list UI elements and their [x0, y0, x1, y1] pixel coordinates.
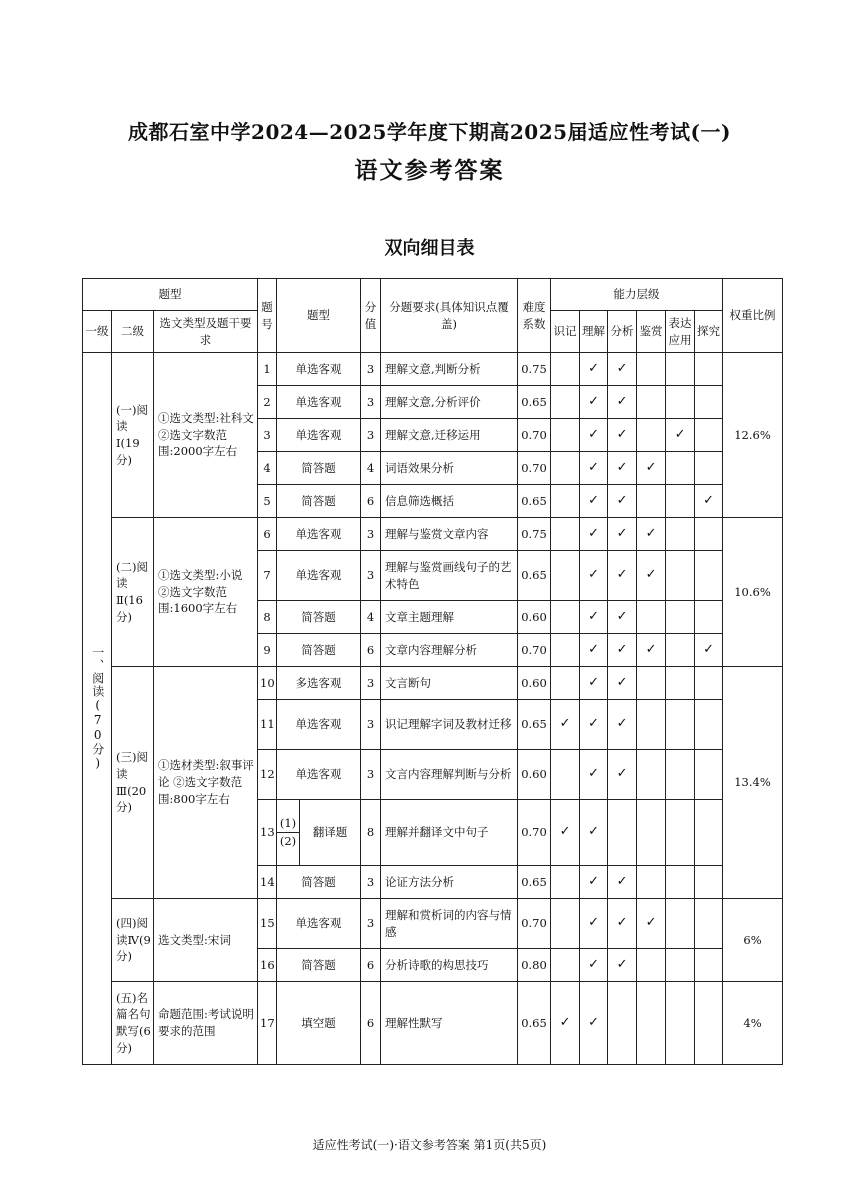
ability-check-cell: ✓ [608, 485, 637, 518]
ability-check-cell: ✓ [580, 899, 608, 949]
question-requirement: 文章主题理解 [381, 601, 518, 634]
question-number: 9 [258, 634, 277, 667]
question-difficulty: 0.80 [518, 949, 551, 982]
question-number: 7 [258, 551, 277, 601]
question-requirement: 分析诗歌的构思技巧 [381, 949, 518, 982]
ability-check-cell [637, 386, 666, 419]
ability-check-cell: ✓ [637, 899, 666, 949]
weight-cell: 13.4% [723, 667, 783, 899]
sub-question-label: (1) [277, 815, 299, 833]
ability-check-cell: ✓ [580, 949, 608, 982]
header-level2: 二级 [112, 311, 154, 353]
ability-check-cell [666, 485, 695, 518]
question-type: 单选客观 [277, 700, 361, 750]
question-requirement: 理解和赏析词的内容与情感 [381, 899, 518, 949]
question-type: 单选客观 [277, 899, 361, 949]
question-difficulty: 0.75 [518, 518, 551, 551]
question-score: 3 [361, 750, 381, 800]
question-difficulty: 0.75 [518, 353, 551, 386]
ability-check-cell: ✓ [580, 667, 608, 700]
ability-check-cell: ✓ [580, 353, 608, 386]
question-requirement: 理解文意,判断分析 [381, 353, 518, 386]
ability-check-cell [551, 667, 580, 700]
question-number: 6 [258, 518, 277, 551]
level2-cell: (三)阅读Ⅲ(20分) [112, 667, 154, 899]
ability-check-cell: ✓ [608, 949, 637, 982]
ability-check-cell [637, 750, 666, 800]
ability-check-cell: ✓ [608, 750, 637, 800]
question-type: 简答题 [277, 601, 361, 634]
question-type: 简答题 [277, 634, 361, 667]
ability-check-cell [551, 386, 580, 419]
ability-check-cell: ✓ [580, 551, 608, 601]
question-requirement: 识记理解字词及教材迁移 [381, 700, 518, 750]
weight-cell: 10.6% [723, 518, 783, 667]
level1-cell: 一、阅读(70分) [83, 353, 112, 1065]
question-type: 多选客观 [277, 667, 361, 700]
ability-check-cell [666, 982, 695, 1065]
ability-check-cell: ✓ [580, 386, 608, 419]
ability-check-cell [695, 667, 723, 700]
question-difficulty: 0.60 [518, 601, 551, 634]
header-requirement: 分题要求(具体知识点覆盖) [381, 279, 518, 353]
ability-check-cell [637, 353, 666, 386]
question-difficulty: 0.70 [518, 800, 551, 866]
header-ab-explore: 探究 [695, 311, 723, 353]
ability-check-cell [666, 899, 695, 949]
table-row [83, 899, 783, 949]
ability-check-cell [637, 667, 666, 700]
ability-check-cell: ✓ [580, 800, 608, 866]
level2-cell: (一)阅读Ⅰ(19分) [112, 353, 154, 518]
question-score: 4 [361, 601, 381, 634]
ability-check-cell [637, 800, 666, 866]
question-type: 单选客观 [277, 518, 361, 551]
question-type: 单选客观 [277, 750, 361, 800]
ability-check-cell [666, 667, 695, 700]
question-difficulty: 0.65 [518, 386, 551, 419]
question-type: 翻译题 [300, 800, 361, 866]
question-difficulty: 0.65 [518, 485, 551, 518]
ability-check-cell [695, 419, 723, 452]
question-number: 11 [258, 700, 277, 750]
question-requirement: 文言内容理解判断与分析 [381, 750, 518, 800]
question-score: 6 [361, 949, 381, 982]
section-title: 双向细目表 [384, 238, 475, 259]
level2-cell: (四)阅读Ⅳ(9分) [112, 899, 154, 982]
header-question-type: 题型 [83, 279, 258, 311]
ability-check-cell [695, 518, 723, 551]
header-text-requirement: 选文类型及题干要求 [154, 311, 258, 353]
ability-check-cell [637, 949, 666, 982]
header-level1: 一级 [83, 311, 112, 353]
ability-check-cell: ✓ [637, 518, 666, 551]
ability-check-cell [695, 353, 723, 386]
ability-check-cell [666, 353, 695, 386]
ability-check-cell: ✓ [580, 518, 608, 551]
ability-check-cell [695, 452, 723, 485]
level2-cell: (二)阅读Ⅱ(16分) [112, 518, 154, 667]
question-score: 3 [361, 667, 381, 700]
ability-check-cell [551, 601, 580, 634]
question-difficulty: 0.65 [518, 866, 551, 899]
ability-check-cell [551, 353, 580, 386]
question-number: 16 [258, 949, 277, 982]
ability-check-cell [637, 700, 666, 750]
question-requirement: 理解文意,分析评价 [381, 386, 518, 419]
question-score: 3 [361, 899, 381, 949]
ability-check-cell [551, 452, 580, 485]
header-ab-appreciate: 鉴赏 [637, 311, 666, 353]
question-number: 17 [258, 982, 277, 1065]
ability-check-cell: ✓ [608, 452, 637, 485]
ability-check-cell: ✓ [608, 667, 637, 700]
question-requirement: 理解与鉴赏文章内容 [381, 518, 518, 551]
question-difficulty: 0.70 [518, 899, 551, 949]
ability-check-cell [551, 518, 580, 551]
question-score: 6 [361, 982, 381, 1065]
exam-title: 成都石室中学2024—2025学年度下期高2025届适应性考试(一) [128, 120, 731, 144]
ability-check-cell [666, 700, 695, 750]
ability-check-cell: ✓ [637, 634, 666, 667]
spec-table [82, 278, 783, 1065]
ability-check-cell [695, 982, 723, 1065]
ability-check-cell [666, 386, 695, 419]
ability-check-cell [666, 750, 695, 800]
text-requirement-cell: 选文类型:宋词 [154, 899, 258, 982]
sub-question-cell [277, 800, 300, 866]
ability-check-cell: ✓ [551, 800, 580, 866]
question-score: 3 [361, 866, 381, 899]
text-requirement-cell: ①选材类型:叙事评论 ②选文字数范围:800字左右 [154, 667, 258, 899]
ability-check-cell: ✓ [580, 634, 608, 667]
ability-check-cell: ✓ [580, 750, 608, 800]
ability-check-cell [608, 982, 637, 1065]
ability-check-cell [666, 601, 695, 634]
question-type: 简答题 [277, 452, 361, 485]
question-requirement: 论证方法分析 [381, 866, 518, 899]
question-requirement: 文言断句 [381, 667, 518, 700]
text-requirement-cell: 命题范围:考试说明要求的范围 [154, 982, 258, 1065]
header-ab-memory: 识记 [551, 311, 580, 353]
ability-check-cell: ✓ [551, 700, 580, 750]
ability-check-cell: ✓ [580, 982, 608, 1065]
question-difficulty: 0.65 [518, 700, 551, 750]
question-number: 4 [258, 452, 277, 485]
ability-check-cell: ✓ [580, 700, 608, 750]
ability-check-cell: ✓ [580, 866, 608, 899]
question-difficulty: 0.60 [518, 750, 551, 800]
ability-check-cell [695, 551, 723, 601]
question-score: 8 [361, 800, 381, 866]
ability-check-cell [666, 452, 695, 485]
question-type: 单选客观 [277, 551, 361, 601]
ability-check-cell: ✓ [608, 899, 637, 949]
ability-check-cell: ✓ [580, 601, 608, 634]
header-ab-understand: 理解 [580, 311, 608, 353]
question-type: 简答题 [277, 949, 361, 982]
ability-check-cell [551, 485, 580, 518]
ability-check-cell [551, 551, 580, 601]
question-number: 3 [258, 419, 277, 452]
question-difficulty: 0.65 [518, 551, 551, 601]
question-score: 3 [361, 419, 381, 452]
level2-cell: (五)名篇名句默写(6分) [112, 982, 154, 1065]
ability-check-cell [695, 750, 723, 800]
ability-check-cell: ✓ [608, 601, 637, 634]
question-type: 单选客观 [277, 419, 361, 452]
ability-check-cell: ✓ [608, 634, 637, 667]
header-difficulty: 难度系数 [518, 279, 551, 353]
question-type: 简答题 [277, 866, 361, 899]
question-score: 3 [361, 386, 381, 419]
ability-check-cell [608, 800, 637, 866]
table-row [83, 982, 783, 1065]
table-row [83, 353, 783, 386]
text-requirement-cell: ①选文类型:小说 ②选文字数范围:1600字左右 [154, 518, 258, 667]
ability-check-cell [637, 866, 666, 899]
ability-check-cell [666, 551, 695, 601]
ability-check-cell [695, 866, 723, 899]
question-number: 14 [258, 866, 277, 899]
header-ab-express: 表达应用 [666, 311, 695, 353]
ability-check-cell [695, 386, 723, 419]
ability-check-cell [551, 899, 580, 949]
header-type: 题型 [277, 279, 361, 353]
ability-check-cell: ✓ [608, 419, 637, 452]
ability-check-cell [551, 419, 580, 452]
question-requirement: 理解性默写 [381, 982, 518, 1065]
question-number: 1 [258, 353, 277, 386]
question-requirement: 文章内容理解分析 [381, 634, 518, 667]
ability-check-cell [695, 949, 723, 982]
question-score: 3 [361, 353, 381, 386]
question-difficulty: 0.70 [518, 452, 551, 485]
question-number: 15 [258, 899, 277, 949]
question-type: 单选客观 [277, 353, 361, 386]
ability-check-cell: ✓ [608, 353, 637, 386]
ability-check-cell [637, 485, 666, 518]
question-score: 6 [361, 634, 381, 667]
question-requirement: 信息筛选概括 [381, 485, 518, 518]
question-score: 3 [361, 551, 381, 601]
ability-check-cell: ✓ [695, 485, 723, 518]
table-row [83, 518, 783, 551]
question-type: 填空题 [277, 982, 361, 1065]
answer-title: 语文参考答案 [354, 157, 505, 184]
weight-cell: 6% [723, 899, 783, 982]
ability-check-cell [695, 800, 723, 866]
ability-check-cell: ✓ [637, 452, 666, 485]
table-row [83, 667, 783, 700]
ability-check-cell [637, 982, 666, 1065]
ability-check-cell [551, 949, 580, 982]
ability-check-cell: ✓ [580, 485, 608, 518]
ability-check-cell [666, 800, 695, 866]
weight-cell: 4% [723, 982, 783, 1065]
ability-check-cell: ✓ [637, 551, 666, 601]
question-score: 6 [361, 485, 381, 518]
ability-check-cell [637, 601, 666, 634]
ability-check-cell [695, 899, 723, 949]
question-number: 2 [258, 386, 277, 419]
question-score: 4 [361, 452, 381, 485]
ability-check-cell [666, 949, 695, 982]
page-footer: 适应性考试(一)·语文参考答案 第1页(共5页) [312, 1138, 547, 1152]
header-ability: 能力层级 [551, 279, 723, 311]
text-requirement-cell: ①选文类型:社科文 ②选文字数范围:2000字左右 [154, 353, 258, 518]
question-difficulty: 0.70 [518, 419, 551, 452]
question-number: 13 [258, 800, 277, 866]
header-ab-analyze: 分析 [608, 311, 637, 353]
question-requirement: 词语效果分析 [381, 452, 518, 485]
ability-check-cell: ✓ [608, 700, 637, 750]
ability-check-cell [551, 634, 580, 667]
question-number: 10 [258, 667, 277, 700]
ability-check-cell [637, 419, 666, 452]
ability-check-cell [551, 750, 580, 800]
ability-check-cell: ✓ [608, 551, 637, 601]
ability-check-cell: ✓ [608, 386, 637, 419]
question-number: 12 [258, 750, 277, 800]
question-requirement: 理解与鉴赏画线句子的艺术特色 [381, 551, 518, 601]
ability-check-cell: ✓ [608, 518, 637, 551]
ability-check-cell [551, 866, 580, 899]
question-difficulty: 0.65 [518, 982, 551, 1065]
question-score: 3 [361, 700, 381, 750]
header-number: 题号 [258, 279, 277, 353]
question-difficulty: 0.60 [518, 667, 551, 700]
ability-check-cell: ✓ [580, 419, 608, 452]
ability-check-cell [666, 634, 695, 667]
ability-check-cell: ✓ [551, 982, 580, 1065]
ability-check-cell [666, 518, 695, 551]
ability-check-cell: ✓ [695, 634, 723, 667]
header-score: 分值 [361, 279, 381, 353]
ability-check-cell [695, 601, 723, 634]
question-requirement: 理解并翻译文中句子 [381, 800, 518, 866]
question-requirement: 理解文意,迁移运用 [381, 419, 518, 452]
sub-question-label: (2) [279, 834, 297, 848]
ability-check-cell [666, 866, 695, 899]
ability-check-cell [695, 700, 723, 750]
question-score: 3 [361, 518, 381, 551]
ability-check-cell: ✓ [580, 452, 608, 485]
question-type: 简答题 [277, 485, 361, 518]
ability-check-cell: ✓ [608, 866, 637, 899]
question-difficulty: 0.70 [518, 634, 551, 667]
weight-cell: 12.6% [723, 353, 783, 518]
ability-check-cell: ✓ [666, 419, 695, 452]
header-weight: 权重比例 [723, 279, 783, 353]
question-number: 8 [258, 601, 277, 634]
question-number: 5 [258, 485, 277, 518]
question-type: 单选客观 [277, 386, 361, 419]
